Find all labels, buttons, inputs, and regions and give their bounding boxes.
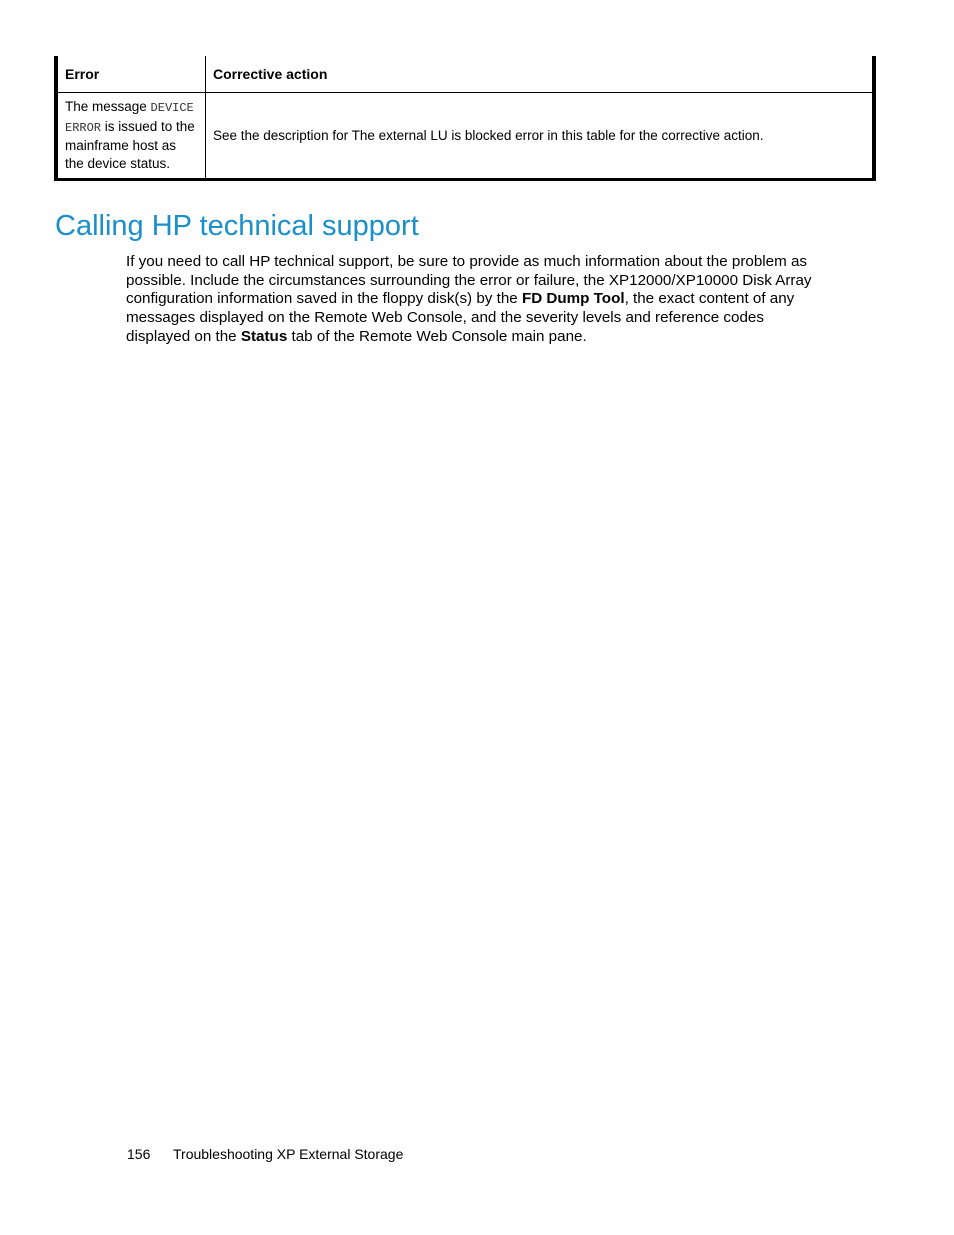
corrective-action-cell: See the description for The external LU is blocked error in this table for the corrective action. [213,128,764,143]
status-tab-label: Status [240,327,288,345]
paragraph-text-3: tab of the Remote Web Console main pane. [287,327,587,345]
fd-dump-tool-label: FD Dump Tool [521,290,625,308]
table-row [56,93,874,180]
paragraph-text-2: , the exact content of any messages displayed on the Remote Web Console, and the severity levels and reference codes displayed on the [126,290,795,345]
section-title: Calling HP technical support [55,210,419,242]
error-prefix: The message [65,99,151,114]
table-header-row [56,56,874,93]
error-suffix: is issued to the mainframe host as the device status. [65,118,195,171]
error-code-device: DEVICE [150,101,194,115]
error-cell [56,93,206,180]
error-code-error: ERROR [65,120,102,135]
footer-chapter-title: Troubleshooting XP External Storage [173,1146,404,1162]
page-footer [127,1145,403,1163]
error-table [54,56,876,181]
header-corrective-action: Corrective action [206,56,875,93]
paragraph-text-1: If you need to call HP technical support, be sure to provide as much information about the problem as possible. Include the circumstances surrounding the error or failure, the XP12000/XP10000 Disk Array configuration information saved in the floppy disk(s) by the [126,253,812,308]
header-error: Error [56,56,206,93]
body-paragraph [126,253,816,347]
page-number: 156 [127,1146,151,1162]
